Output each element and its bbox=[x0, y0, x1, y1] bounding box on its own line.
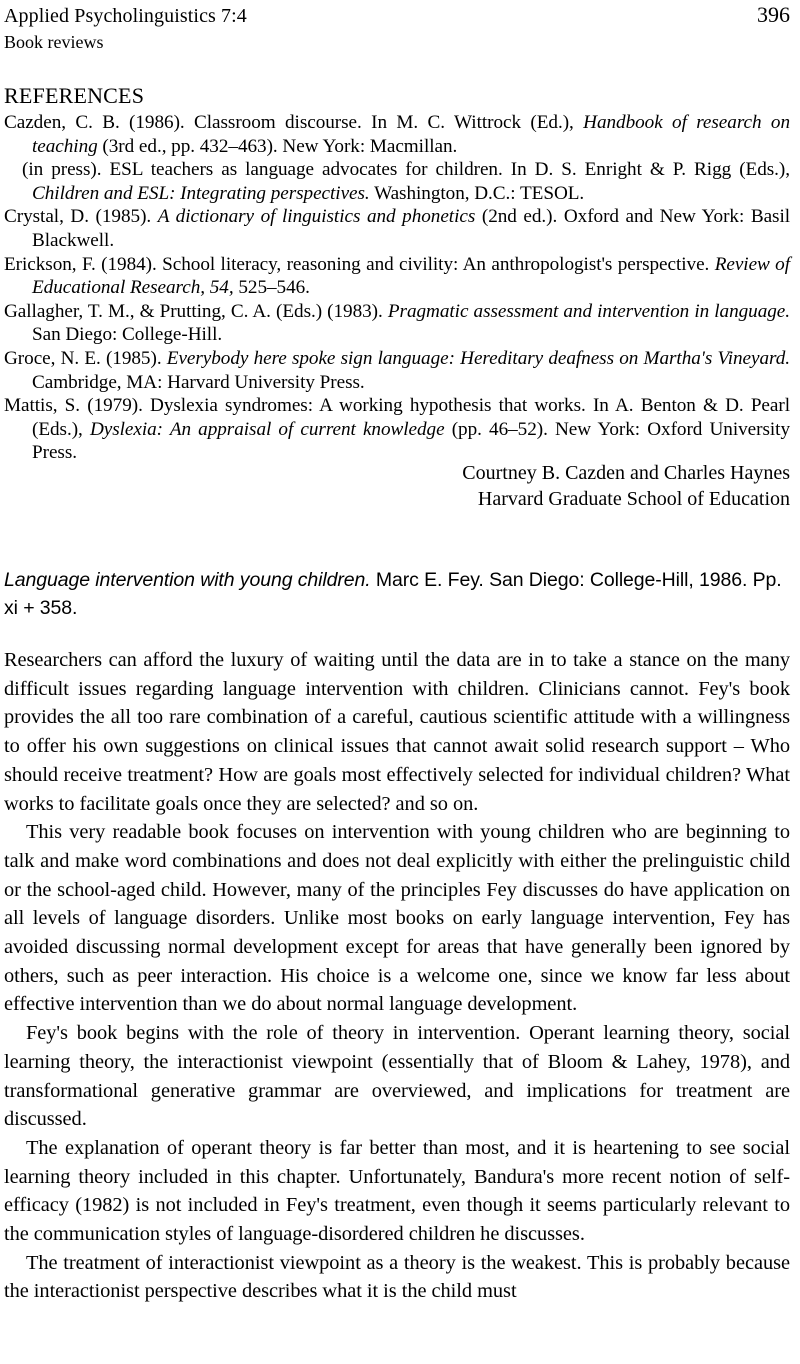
roman-run: Gallagher, T. M., & Prutting, C. A. (Eds.) (1983). bbox=[4, 300, 388, 322]
reference-entry bbox=[4, 347, 790, 394]
roman-run: Washington, D.C.: TESOL. bbox=[369, 182, 585, 204]
roman-run: Groce, N. E. (1985). bbox=[4, 347, 167, 369]
reference-entry bbox=[4, 253, 790, 300]
references-list bbox=[4, 111, 790, 465]
review-body bbox=[4, 646, 790, 1306]
signature-affiliation: Harvard Graduate School of Education bbox=[477, 488, 790, 510]
review-signature bbox=[462, 460, 790, 512]
reference-entry bbox=[4, 300, 790, 347]
reference-entry bbox=[4, 394, 790, 465]
section-label: Book reviews bbox=[4, 32, 104, 52]
italic-run: Dyslexia: An appraisal of current knowledge bbox=[89, 418, 445, 440]
roman-run: (2nd ed.). Oxford and New York: Basil Blackwell. bbox=[32, 206, 791, 251]
roman-run: (3rd ed., pp. 432–463). New York: Macmillan. bbox=[97, 135, 458, 157]
italic-run: A dictionary of linguistics and phonetics bbox=[157, 206, 476, 228]
review-paragraph: Fey's book begins with the role of theory in intervention. Operant learning theory, social learning theory, the interactionist viewpoint (essentially that of Bloom & Lahey, 1978), and transformational generative grammar are overviewed, and implications for treatment are discussed. bbox=[4, 1022, 790, 1131]
references-section bbox=[4, 82, 790, 465]
running-head bbox=[4, 2, 790, 54]
references-heading: REFERENCES bbox=[4, 83, 145, 108]
review-paragraph: The explanation of operant theory is far better than most, and it is heartening to see social learning theory included in this chapter. Unfortunately, Bandura's more recent notion of self-efficacy (1982) is not included in Fey's treatment, even though it seems particularly relevant to the communication styles of language-disordered children he discusses. bbox=[4, 1136, 790, 1246]
review-paragraph: Researchers can afford the luxury of waiting until the data are in to take a stance on the many difficult issues regarding language intervention with children. Clinicians cannot. Fey's book provides the all too rare combination of a careful, cautious scientific attitude with a willingness to offer his own suggestions on clinical issues that cannot await solid research support – Who should receive treatment? How are goals most effectively selected for individual children? What works to facilitate goals once they are selected? and so on. bbox=[4, 649, 790, 815]
roman-run: Cambridge, MA: Harvard University Press. bbox=[32, 371, 365, 393]
italic-run: Children and ESL: Integrating perspectives. bbox=[32, 182, 370, 204]
reference-entry bbox=[4, 158, 790, 205]
reviewed-book-heading bbox=[4, 566, 790, 622]
roman-run: (in press). ESL teachers as language advocates for children. In D. S. Enright & P. Rigg (Eds.), bbox=[22, 159, 790, 181]
running-head-top-row bbox=[4, 2, 790, 29]
roman-run: 525–546. bbox=[233, 277, 310, 299]
roman-run: Mattis, S. (1979). Dyslexia syndromes: A working hypothesis that works. In A. Benton & D. Pearl (Eds.), bbox=[4, 395, 790, 440]
review-paragraph: The treatment of interactionist viewpoint as a theory is the weakest. This is probably because the interactionist perspective describes what it is the child must bbox=[4, 1251, 790, 1303]
reference-entry bbox=[4, 205, 790, 252]
signature-authors: Courtney B. Cazden and Charles Haynes bbox=[462, 462, 790, 484]
journal-title: Applied Psycholinguistics 7:4 bbox=[4, 5, 247, 27]
roman-run: Erickson, F. (1984). School literacy, reasoning and civility: An anthropologist's perspective. bbox=[4, 253, 715, 275]
roman-run: Cazden, C. B. (1986). Classroom discourse. In M. C. Wittrock (Ed.), bbox=[4, 112, 584, 133]
italic-run: Language intervention with young children. bbox=[4, 569, 371, 591]
review-paragraph: This very readable book focuses on intervention with young children who are beginning to talk and make word combinations and does not deal explicitly with either the prelinguistic child or the school-aged child. However, many of the principles Fey discusses do have application on all levels of language disorders. Unlike most books on early language intervention, Fey has avoided discussing normal development except for areas that have generally been ignored by others, such as peer interaction. His choice is a welcome one, since we know far less about effective intervention than we do about normal language development. bbox=[4, 821, 790, 1016]
roman-run: Crystal, D. (1985). bbox=[4, 206, 158, 228]
italic-run: Review of Educational Research, 54, bbox=[32, 253, 791, 299]
roman-run: San Diego: College-Hill. bbox=[32, 324, 223, 346]
roman-run: Marc E. Fey. San Diego: College-Hill, 1986. Pp. xi + 358. bbox=[4, 569, 782, 619]
italic-run: Handbook of research on teaching bbox=[32, 112, 790, 157]
reference-entry bbox=[4, 111, 790, 158]
italic-run: Everybody here spoke sign language: Hereditary deafness on Martha's Vineyard. bbox=[166, 347, 791, 369]
roman-run: (pp. 46–52). New York: Oxford University Press. bbox=[32, 418, 790, 464]
page-number: 396 bbox=[757, 2, 790, 27]
italic-run: Pragmatic assessment and intervention in language. bbox=[387, 300, 790, 322]
